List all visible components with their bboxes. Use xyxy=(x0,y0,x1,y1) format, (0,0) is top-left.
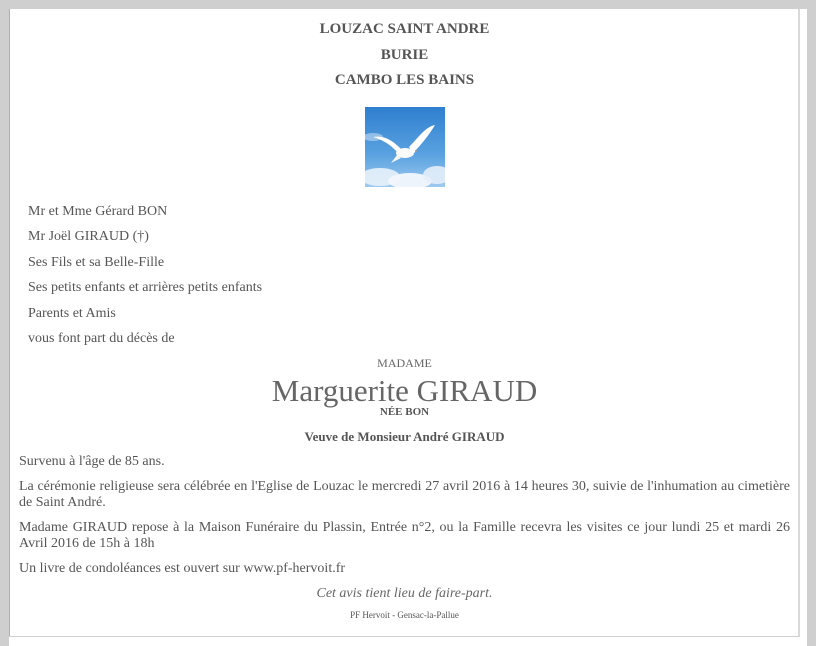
visits-paragraph: Madame GIRAUD repose à la Maison Funéraire du Plassin, Entrée n°2, ou la Famille recevra les visites ce jour lundi 25 et mardi 26 Avril 2016 de 15h à 18h xyxy=(19,520,790,552)
family-list xyxy=(28,199,790,353)
family-line: vous font part du décès de xyxy=(28,331,175,347)
family-line: Mr Joël GIRAUD (†) xyxy=(28,229,149,245)
maiden-name: NÉE BON xyxy=(379,406,430,419)
funeral-home-footer: PF Hervoit - Gensac-la-Pallue xyxy=(350,610,459,621)
dove-image-wrap xyxy=(19,107,790,187)
town-1: LOUZAC SAINT ANDRE xyxy=(319,21,490,37)
family-line: Ses petits enfants et arrières petits enfants xyxy=(28,280,263,296)
frame-left-line xyxy=(9,9,10,637)
dove-icon xyxy=(365,107,445,187)
towns-header xyxy=(19,17,790,94)
ceremony-paragraph: La cérémonie religieuse sera célébrée en l'Eglise de Louzac le mercredi 27 avril 2016 à 14 heures 30, suivie de l'inhumation au cimetière de Saint André. xyxy=(19,479,790,511)
family-line: Mr et Mme Gérard BON xyxy=(28,203,168,219)
town-3: CAMBO LES BAINS xyxy=(334,72,475,88)
widow-of: Veuve de Monsieur André GIRAUD xyxy=(304,429,505,445)
age-paragraph: Survenu à l'âge de 85 ans. xyxy=(19,454,165,470)
deceased-title: MADAME xyxy=(377,356,432,371)
deceased-name: Marguerite GIRAUD xyxy=(271,373,538,409)
frame-bottom-line xyxy=(9,636,799,637)
town-2: BURIE xyxy=(380,46,429,63)
death-notice xyxy=(19,17,790,621)
family-line: Ses Fils et sa Belle-Fille xyxy=(28,254,165,270)
avis-line: Cet avis tient lieu de faire-part. xyxy=(316,586,493,602)
condolences-paragraph: Un livre de condoléances est ouvert sur www.pf-hervoit.fr xyxy=(19,561,346,577)
frame-right-line xyxy=(798,9,800,637)
family-line: Parents et Amis xyxy=(28,305,116,321)
